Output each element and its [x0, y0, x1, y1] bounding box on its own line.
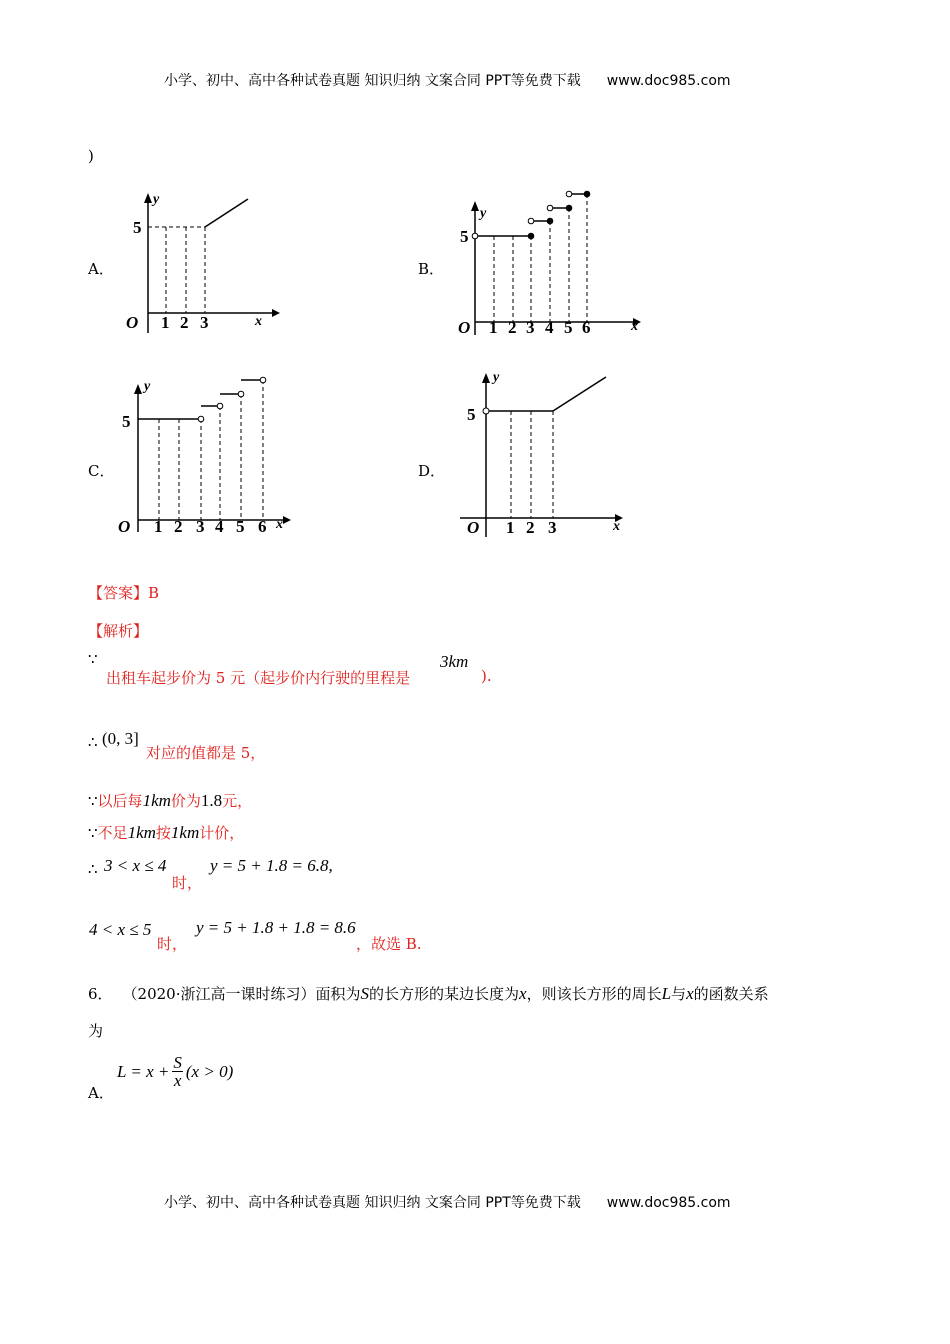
question6-text-2: 的长方形的某边长度为: [369, 985, 520, 1003]
therefore-symbol-1: ∴: [88, 733, 98, 751]
question6-line-1: [88, 983, 769, 1004]
option-b-tick-3: 3: [526, 318, 535, 337]
analysis-line-4-m1: 1km: [127, 823, 156, 842]
therefore-symbol-2: ∴: [88, 860, 98, 878]
analysis-line-2-math: (0, 3]: [102, 729, 139, 748]
footer-text: 小学、初中、高中各种试卷真题 知识归纳 文案合同 PPT等免费下载: [164, 1195, 581, 1211]
question6-var-x: x: [519, 984, 527, 1003]
option-a-condition: (x > 0): [185, 1061, 234, 1081]
analysis-line-3: [88, 790, 252, 811]
question6-var-s: S: [360, 984, 369, 1003]
analysis-line-5-math-2: y = 5 + 1.8 = 6.8,: [210, 856, 333, 875]
option-a-origin: O: [126, 313, 139, 332]
option-c-tick-3: 3: [196, 517, 205, 536]
option-a-denominator: x: [173, 1071, 182, 1090]
analysis-line-1-math: 3km: [440, 652, 469, 671]
header-text: 小学、初中、高中各种试卷真题 知识归纳 文案合同 PPT等免费下载: [164, 73, 581, 89]
question6-text-4: 与: [671, 985, 687, 1003]
question6-var-l: L: [661, 984, 672, 1003]
option-d-five: 5: [467, 405, 476, 424]
option-a-tick-1: 1: [161, 313, 170, 332]
option-a-y-label: y: [153, 192, 160, 207]
option-c-tick-2: 2: [174, 517, 183, 536]
footer-site: www.doc985.com: [606, 1195, 731, 1211]
analysis-line-3-m1: 1km: [142, 791, 171, 810]
analysis-line-6-text: 时，: [157, 935, 188, 953]
analysis-line-4-a: 不足: [97, 824, 128, 842]
option-c-x-label: x: [276, 517, 283, 532]
option-c-graph: [113, 370, 298, 540]
analysis-line-4-c: 计价，: [199, 824, 245, 842]
option-d-tick-2: 2: [526, 518, 535, 537]
option-a-graph: [112, 185, 282, 345]
analysis-line-3-c: 元，: [222, 792, 253, 810]
option-d-label: D．: [418, 462, 446, 480]
analysis-line-4: [88, 822, 244, 843]
question6-source: （2020·浙江高一课时练习）面积为: [122, 985, 361, 1003]
analysis-line-1-end: ).: [481, 667, 492, 685]
question6-number: 6．: [88, 985, 113, 1003]
option-b-tick-2: 2: [508, 318, 517, 337]
option-b-tick-6: 6: [582, 318, 591, 337]
option-a-five: 5: [133, 218, 142, 237]
analysis-line-5-text: 时，: [172, 874, 203, 892]
analysis-line-6-math-1: 4 < x ≤ 5: [89, 920, 152, 939]
option-c-origin: O: [118, 517, 131, 536]
option-c-five: 5: [122, 412, 131, 431]
option-d-y-label: y: [493, 370, 500, 385]
option-a-numerator: S: [173, 1053, 182, 1072]
option-d-tick-1: 1: [506, 518, 515, 537]
because-symbol-1: ∵: [88, 650, 98, 668]
question6-line-2: 为: [88, 1022, 104, 1040]
option-c-tick-4: 4: [215, 517, 224, 536]
option-b-graph: [453, 185, 648, 345]
option-a-lhs: L = x +: [117, 1061, 170, 1081]
because-symbol-3: ∵: [88, 824, 98, 842]
option-c-tick-5: 5: [236, 517, 245, 536]
answer-label: 【答案】B: [88, 584, 160, 602]
option-a-tick-3: 3: [200, 313, 209, 332]
option-b-origin: O: [458, 318, 471, 337]
option-c-y-label: y: [144, 379, 151, 394]
analysis-line-4-b: 按: [155, 824, 171, 842]
option-b-label: B．: [418, 260, 445, 278]
option-b-tick-1: 1: [489, 318, 498, 337]
option-b-y-label: y: [480, 206, 487, 221]
question6-option-a-label: A．: [88, 1084, 114, 1102]
option-d-tick-3: 3: [548, 518, 557, 537]
question6-var-x2: x: [686, 984, 694, 1003]
page-footer: [164, 1192, 731, 1212]
option-b-five: 5: [460, 227, 469, 246]
option-b-tick-5: 5: [564, 318, 573, 337]
question6-text-3: ，则该长方形的周长: [526, 985, 662, 1003]
option-d-graph: [460, 365, 635, 545]
question5-paren: ): [88, 147, 94, 165]
option-b-tick-4: 4: [545, 318, 554, 337]
analysis-line-3-m2: 1.8: [200, 791, 223, 810]
analysis-line-5-math-1: 3 < x ≤ 4: [104, 856, 167, 875]
question6-text-5: 的函数关系: [693, 985, 769, 1003]
option-a-tick-2: 2: [180, 313, 189, 332]
analysis-line-6-math-2: y = 5 + 1.8 + 1.8 = 8.6: [196, 918, 356, 937]
analysis-line-3-a: 以后每: [97, 792, 143, 810]
option-c-tick-6: 6: [258, 517, 267, 536]
analysis-line-6-end: ，故选 B.: [356, 935, 422, 953]
option-d-x-label: x: [613, 519, 620, 534]
option-d-origin: O: [467, 518, 480, 537]
page-header: [164, 70, 731, 90]
analysis-label: 【解析】: [88, 622, 149, 640]
analysis-line-1-text: 出租车起步价为 5 元（起步价内行驶的里程是: [106, 669, 411, 687]
option-a-x-label: x: [255, 314, 262, 329]
analysis-line-2-text: 对应的值都是 5，: [146, 744, 266, 762]
option-a-fraction: [172, 1054, 183, 1089]
option-a-label: A．: [88, 260, 114, 278]
option-c-tick-1: 1: [154, 517, 163, 536]
header-site: www.doc985.com: [606, 73, 731, 89]
analysis-line-4-m2: 1km: [170, 823, 200, 842]
option-b-x-label: x: [631, 319, 638, 334]
question6-option-a-formula: [117, 1054, 233, 1089]
because-symbol-2: ∵: [88, 792, 98, 810]
analysis-line-3-b: 价为: [170, 792, 201, 810]
option-c-label: C．: [88, 462, 115, 480]
